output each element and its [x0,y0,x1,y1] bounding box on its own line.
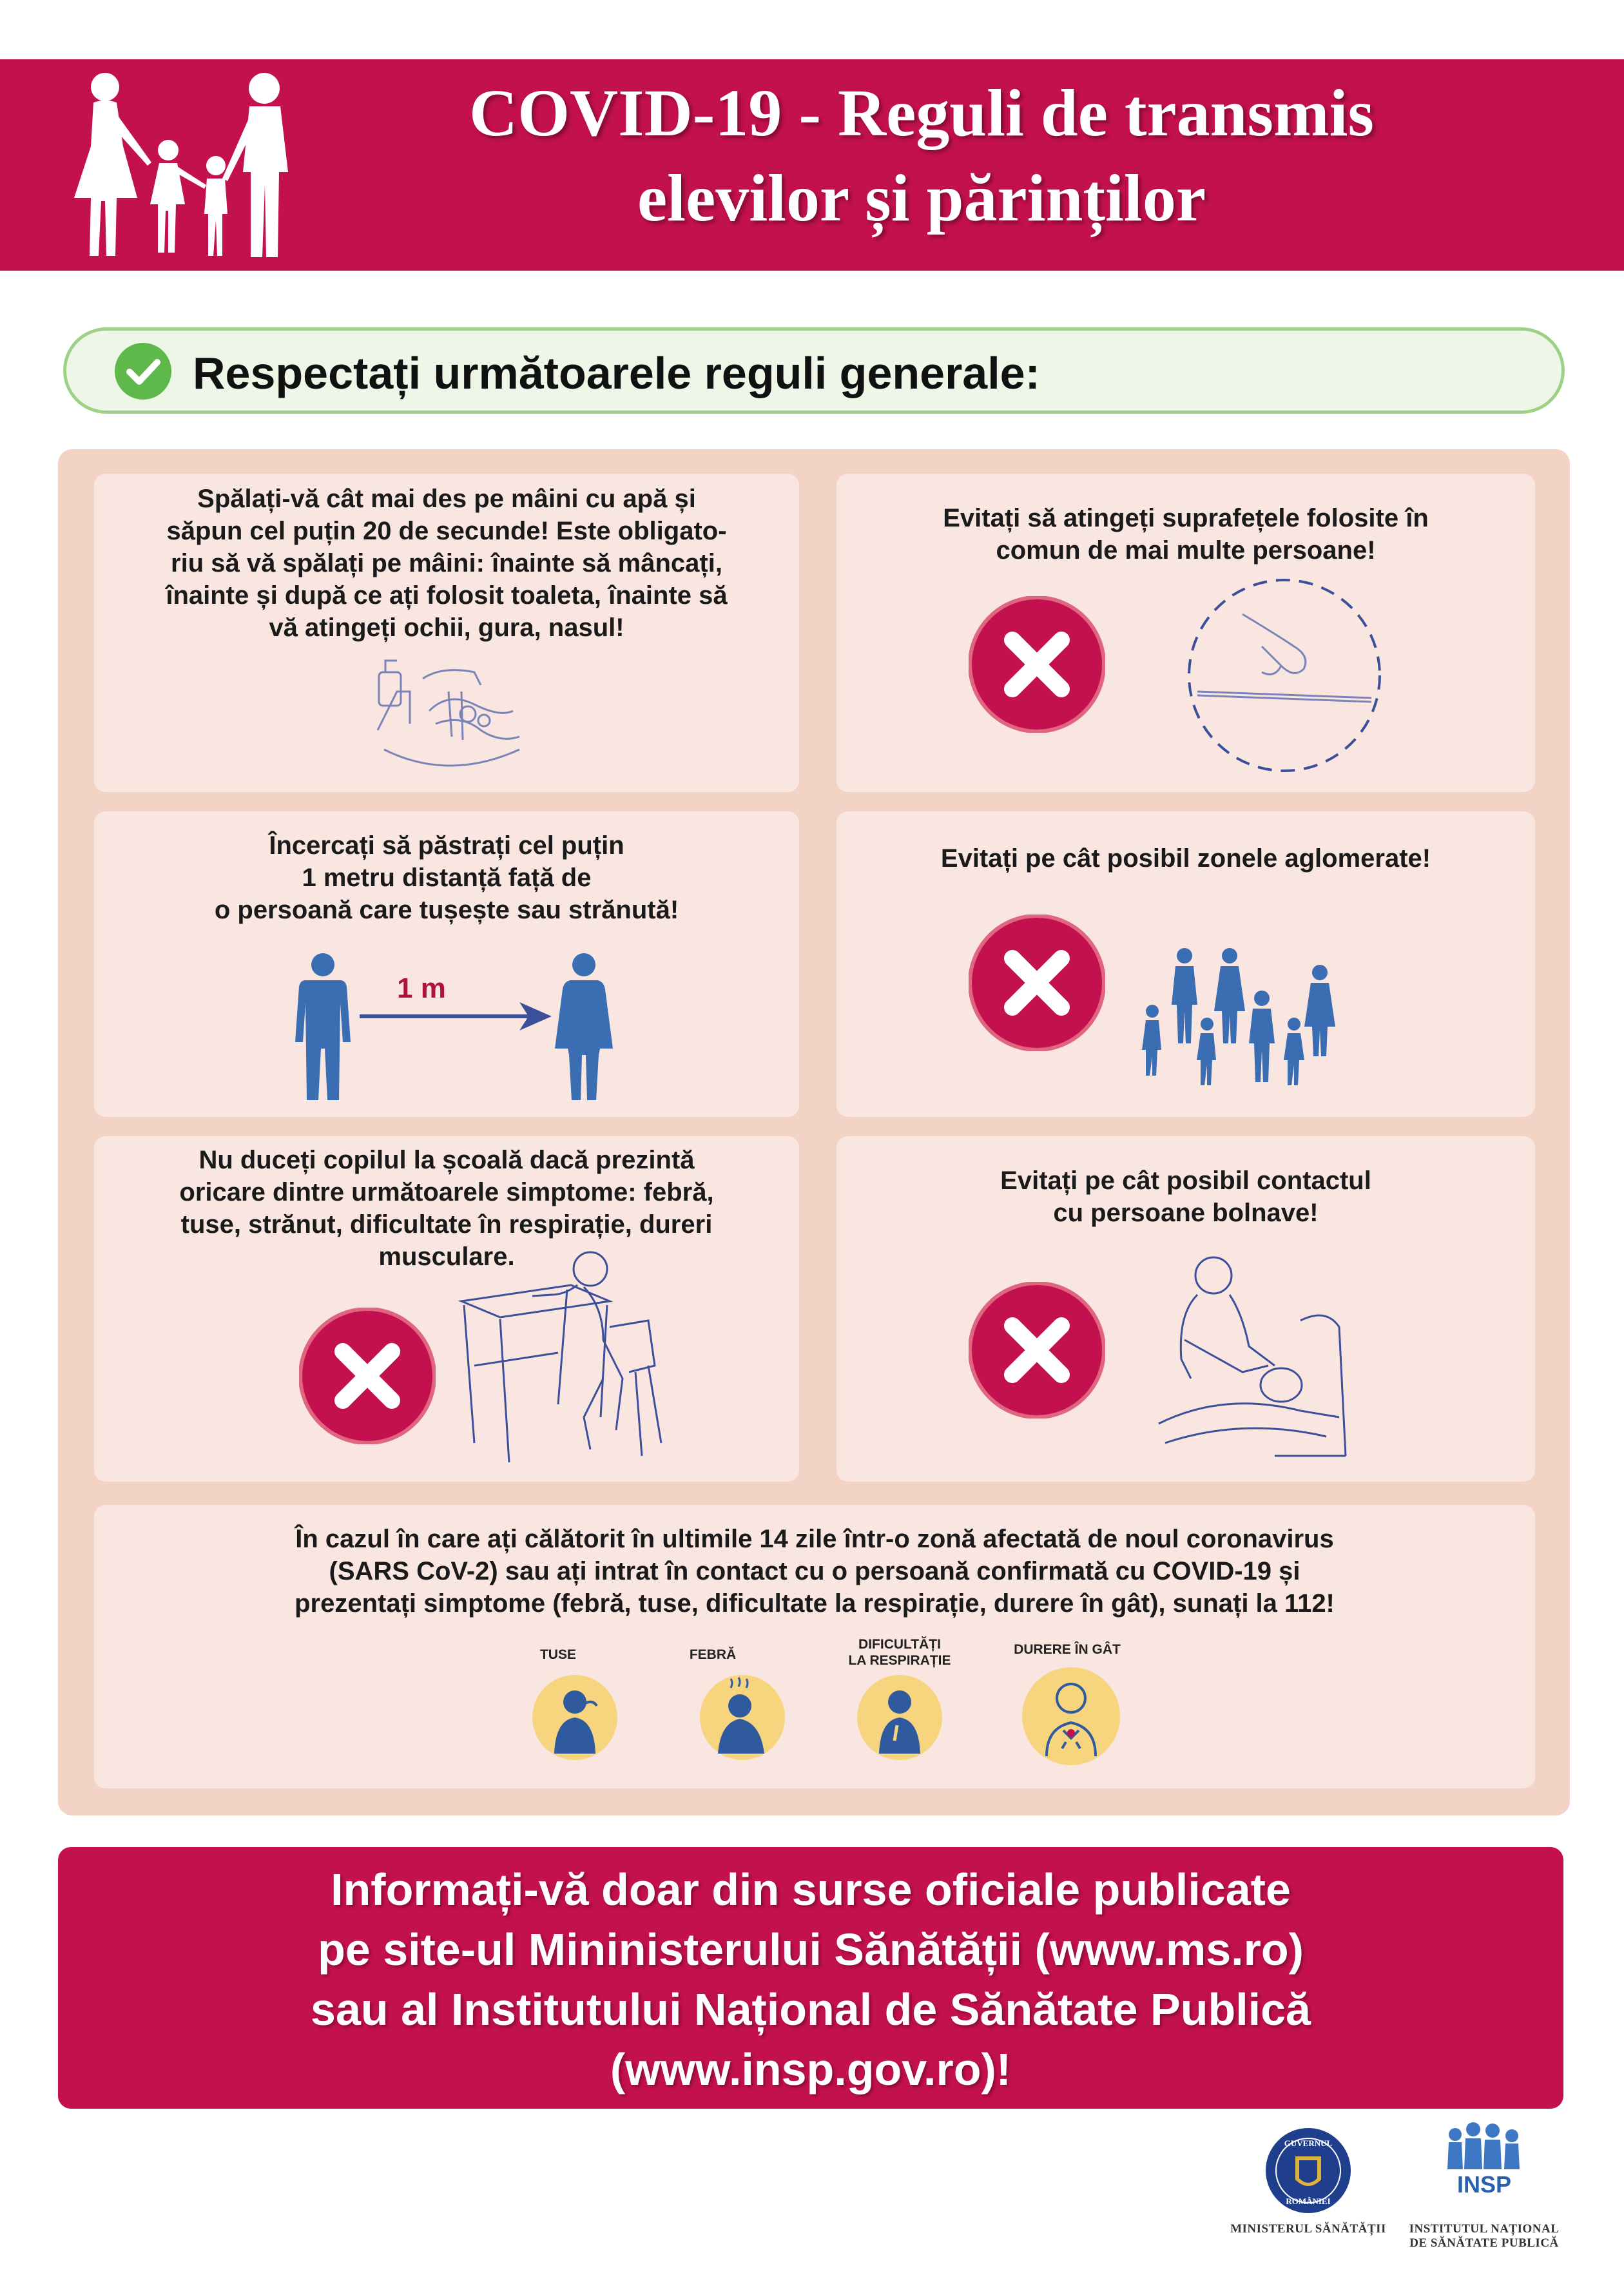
insp-mark: INSP [1456,2171,1512,2198]
breathing-difficulty-icon [856,1674,943,1761]
school-text [94,1144,799,1273]
woman-figure-icon [542,952,626,1107]
sore-throat-icon [1021,1666,1121,1766]
distance-line: o persoană care tușește sau strănută! [214,896,679,924]
insp-caption-line: INSTITUTUL NAȚIONAL [1409,2222,1560,2236]
surfaces-line: Evitați să atingeți suprafețele folosite în [943,504,1429,532]
surfaces-line: comun de mai multe persoane! [996,536,1376,565]
crowd-icon [1133,947,1352,1089]
student-at-desk-icon [455,1250,668,1469]
distance-line: 1 metru distanță față de [302,864,592,892]
touching-surface-icon [1184,576,1384,775]
sick-line: cu persoane bolnave! [1053,1199,1319,1227]
wash-hands-text [94,483,799,644]
wash-line: Spălați-vă cât mai des pe mâini cu apă și [197,485,696,513]
wash-line: înainte și după ce ați folosit toaleta, înainte să [166,581,728,610]
title-line-2: elevilor și părinților [637,161,1206,235]
school-line: oricare dintre următoarele simptome: febră, [179,1178,714,1206]
crowds-text: Evitați pe cât posibil zonele aglomerate! [940,844,1431,873]
wash-line: riu să vă spălați pe mâini: înainte să mâncați, [171,549,722,577]
symptom-label-breathing [835,1636,964,1669]
card-keep-distance [94,811,799,1117]
wash-line: vă atingeți ochii, gura, nasul! [269,614,624,642]
general-rules-text: Respectați următoarele reguli generale: [193,348,1040,398]
check-icon [114,342,172,400]
rules-panel [58,449,1570,1815]
ministry-caption: MINISTERUL SĂNĂTĂȚII [1230,2222,1386,2236]
surfaces-text [836,502,1535,566]
official-sources-banner [58,1847,1563,2109]
ministry-seal-logo [1263,2125,1353,2216]
card-wash-hands [94,474,799,792]
insp-caption [1397,2222,1571,2250]
prohibited-x-icon [969,1282,1105,1418]
footer-line: (www.insp.gov.ro)! [610,2044,1012,2095]
travel-line: În cazul în care ați călătorit în ultimile 14 zile într-o zonă afectată de noul coronavirus [295,1525,1334,1553]
insp-caption-line: DE SĂNĂTATE PUBLICĂ [1409,2236,1559,2250]
seal-text-top: GUVERNUL [1284,2138,1333,2148]
school-line: Nu duceți copilul la școală dacă prezintă [198,1146,695,1174]
card-avoid-sick-contact [836,1136,1535,1482]
symptom-label-cough: TUSE [539,1647,576,1662]
official-sources-text [58,1860,1563,2100]
prohibited-x-icon [299,1308,436,1444]
card-avoid-surfaces [836,474,1535,792]
travel-line: prezentați simptome (febră, tuse, dificultate la respirație, durere în gât), sunați la 112! [295,1589,1335,1618]
footer-line: Informați-vă doar din surse oficiale publicate [331,1864,1291,1915]
distance-label: 1 m [397,973,446,1004]
distance-line: Încercați să păstrați cel puțin [269,831,624,860]
insp-logo [1436,2120,1532,2198]
symptom-label-line: DIFICULTĂȚI [858,1637,941,1652]
prohibited-x-icon [969,915,1105,1051]
wash-line: săpun cel puțin 20 de secunde! Este obligato- [166,517,727,545]
travel-text [94,1523,1535,1620]
card-travel-call-112 [94,1505,1535,1788]
card-no-school-if-sick [94,1136,799,1482]
page-title [361,71,1482,241]
person-figure-icon [281,952,365,1107]
header-banner [0,59,1624,271]
sick-text [836,1165,1535,1229]
travel-line: (SARS CoV-2) sau ați intrat în contact cu o persoană confirmată cu COVID-19 și [329,1557,1300,1585]
fever-icon [699,1674,786,1761]
family-silhouette-icon [61,69,332,266]
seal-text-bottom: ROMÂNIEI [1286,2196,1331,2206]
handwashing-illustration-icon [371,653,526,782]
symptom-label-line: LA RESPIRAȚIE [848,1653,951,1668]
card-avoid-crowds [836,811,1535,1117]
distance-text [94,829,799,926]
caregiver-with-patient-icon [1146,1250,1365,1469]
prohibited-x-icon [969,596,1105,733]
cough-icon [531,1674,619,1761]
title-line-1: COVID-19 - Reguli de transmis [469,76,1374,150]
arrow-right-icon [357,997,557,1036]
footer-line: sau al Institutului Național de Sănătate Publică [311,1984,1311,2035]
footer-line: pe site-ul Mininisterului Sănătății (www.ms.ro) [318,1924,1304,1975]
sick-line: Evitați pe cât posibil contactul [1000,1166,1371,1195]
symptom-label-sore-throat: DURERE ÎN GÂT [1014,1642,1121,1657]
general-rules-heading [63,327,1565,414]
school-line: tuse, strănut, dificultate în respirație, dureri [180,1210,713,1239]
school-line: musculare. [378,1243,515,1271]
symptom-label-fever: FEBRĂ [689,1647,737,1662]
